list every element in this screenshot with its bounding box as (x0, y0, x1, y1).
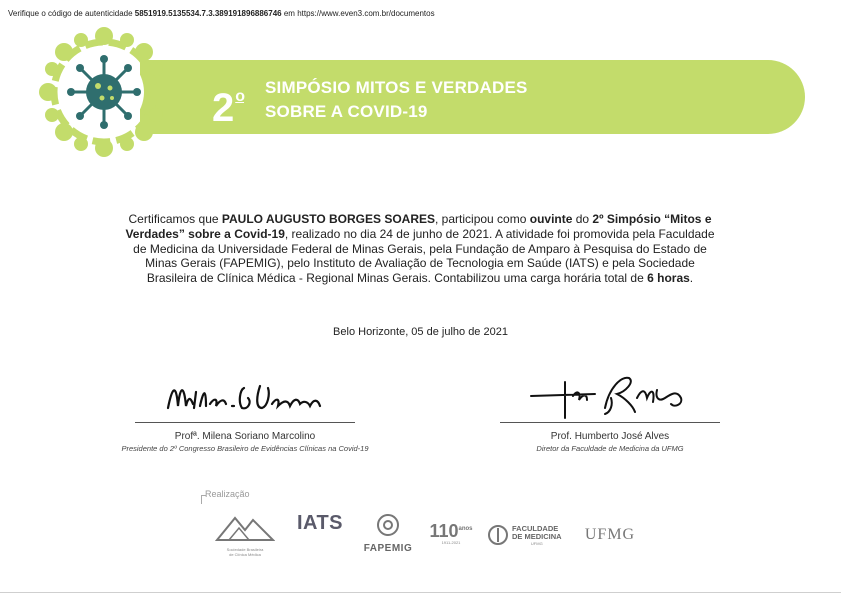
event-title-line1: SIMPÓSIO MITOS E VERDADES (265, 78, 528, 97)
place-date: Belo Horizonte, 05 de julho de 2021 (333, 326, 508, 338)
workload-hours: 6 horas (647, 271, 690, 286)
ufmg-110-logo: $110^{anos}$ 1911-2021 (429, 521, 473, 545)
participant-name: PAULO AUGUSTO BORGES SOARES (221, 212, 436, 226)
signature-line-left (135, 422, 355, 423)
faculdade-medicina-logo: FACULDADE DE MEDICINA UFMG (487, 512, 569, 546)
sbcm-logo: Sociedade Brasileira de Clínica Médica (210, 512, 280, 557)
signatory-name-right: Prof. Humberto José Alves (550, 431, 670, 442)
realizacao-label: Realização (205, 489, 250, 499)
signatory-name-left: Profª. Milena Soriano Marcolino (174, 431, 316, 442)
signatory-role-left: Presidente do 2º Congresso Brasileiro de Evidências Clínicas na Covid-19 (121, 444, 369, 453)
certificate-text: Certificamos que PAULO AUGUSTO BORGES SOARES, participou como ouvinte do 2º Simpósio “Mitos e Verdades” sobre a Covid-19, realizado no dia 24 de junho de 2021. A atividade foi promovida pela Faculdade de Medicina da Universidade Federal de Minas Gerais, pela Fundação de Amparo à Pesquisa do Estado de Minas Gerais (FAPEMIG), pelo Instituto de Avaliação de Tecnologia em Saúde (IATS) e pela Sociedade Brasileira de Clínica Médica - Regional Minas Gerais. Contabilizou uma carga horária total de 6 horas. (125, 212, 715, 286)
auth-prefix: Verifique o código de autenticidade (8, 9, 133, 18)
signature-image-right (525, 368, 695, 420)
page-bottom-border (0, 592, 841, 593)
virus-logo-icon (36, 24, 172, 160)
signature-block-president (100, 368, 390, 454)
auth-code: 5851919.5135534.7.3.389191896886746 (134, 9, 282, 18)
event-title (265, 76, 528, 124)
iats-logo: IATS (296, 512, 344, 534)
auth-url[interactable]: https://www.even3.com.br/documentos (297, 9, 435, 18)
signature-block-director (490, 368, 730, 454)
medicine-emblem-icon (487, 524, 509, 546)
sponsor-logos (210, 512, 650, 564)
event-title-line2: SOBRE A COVID-19 (265, 102, 428, 121)
authenticity-line (8, 9, 435, 18)
fapemig-logo: FAPEMIG (358, 512, 418, 554)
signature-line-right (500, 422, 720, 423)
mountain-icon (215, 512, 275, 542)
event-name: 2º Simpósio “Mitos e Verdades” sobre a Covid-19 (125, 212, 712, 241)
fapemig-symbol-icon (375, 512, 401, 538)
signature-image-left (160, 368, 330, 420)
ufmg-logo: UFMG (584, 526, 636, 543)
auth-middle: em (283, 9, 295, 18)
participation-role: ouvinte (529, 212, 573, 226)
edition-number: 2 $^o$ (212, 86, 245, 130)
signatory-role-right: Diretor da Faculdade de Medicina da UFMG (536, 444, 684, 453)
